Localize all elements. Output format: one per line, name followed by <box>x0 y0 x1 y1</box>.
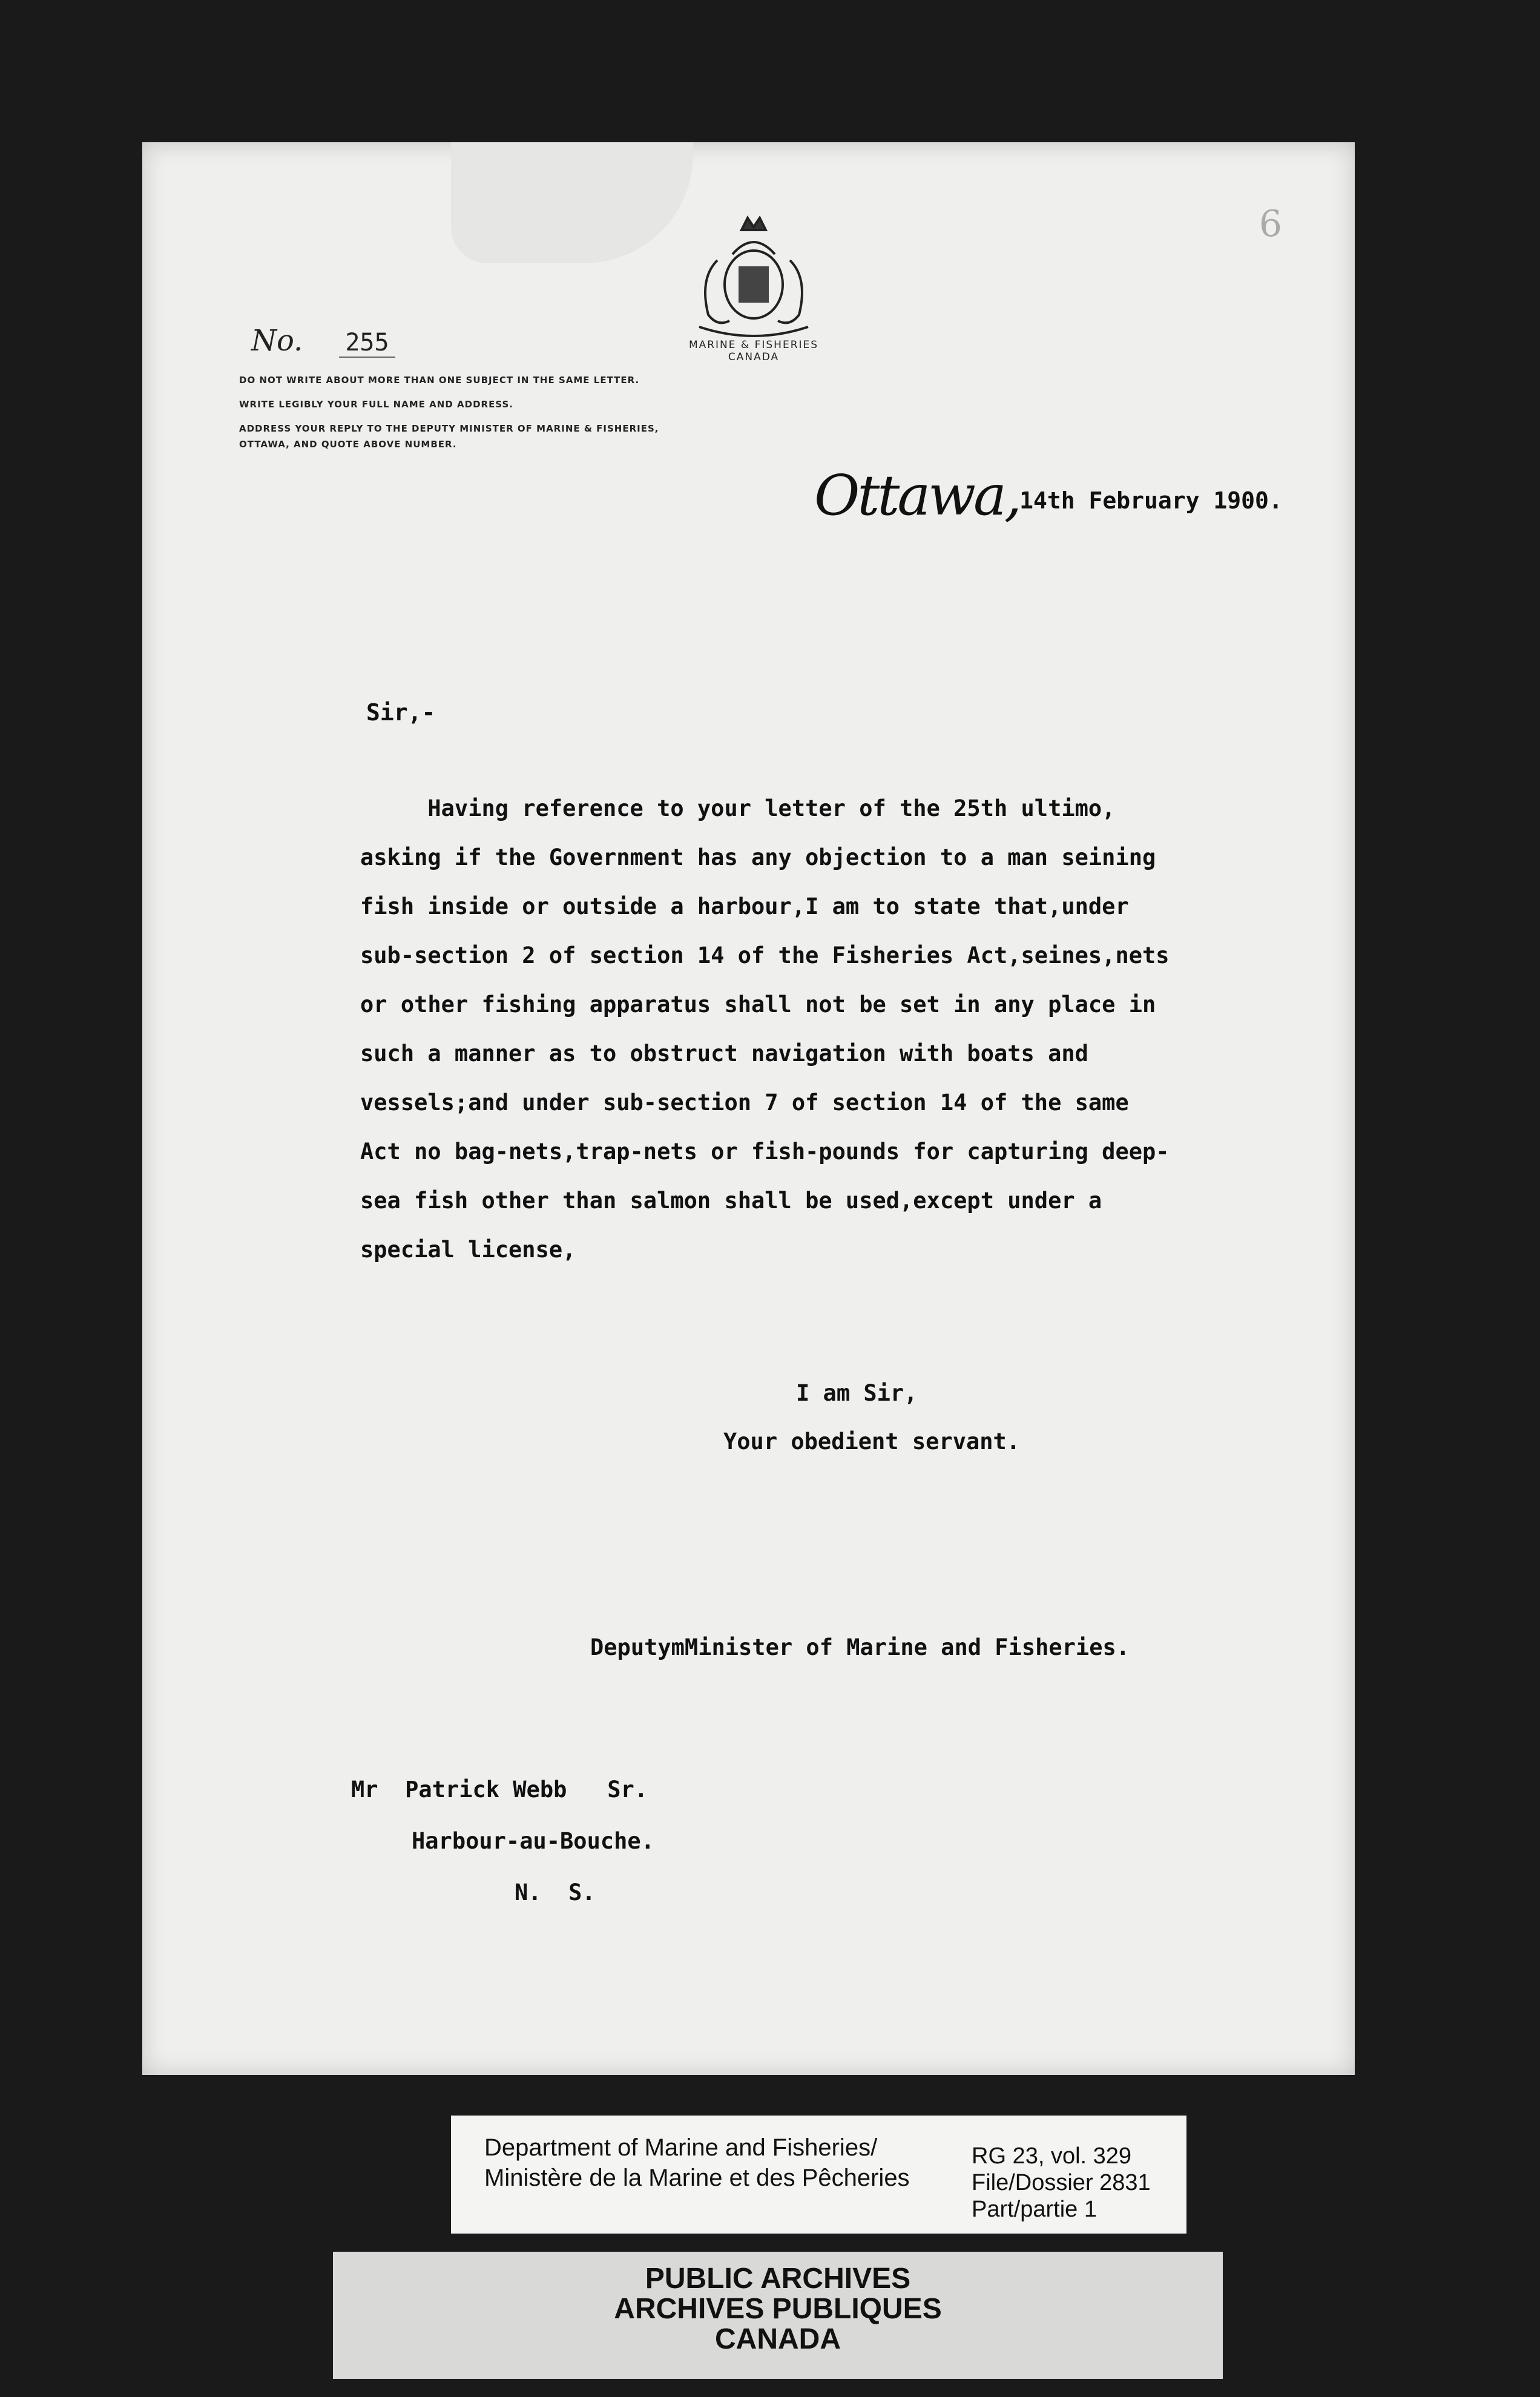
closing-line-2: Your obedient servant. <box>723 1429 1021 1455</box>
record-group: RG 23, vol. 329 <box>972 2143 1132 2169</box>
salutation: Sir,- <box>366 699 436 726</box>
archives-stamp: PUBLIC ARCHIVES ARCHIVES PUBLIQUES CANADA <box>333 2252 1223 2379</box>
archive-label <box>451 2116 1186 2234</box>
place-date: Ottawa,14th February 1900. <box>814 463 1283 528</box>
page-mark: 6 <box>1259 203 1282 245</box>
addressee-province: N. S. <box>515 1879 596 1905</box>
royal-crest-icon <box>675 206 832 345</box>
letter-sheet <box>142 142 1355 2075</box>
part-number: Part/partie 1 <box>972 2197 1097 2222</box>
letterhead-instructions: DO NOT WRITE ABOUT MORE THAN ONE SUBJECT IN THE SAME LETTER. WRITE LEGIBLY YOUR FULL NAME AND ADDRESS. ADDRESS YOUR REPLY TO THE DEPUTY MINISTER OF MARINE & FISHERIES, OTTAWA, AND QUOTE ABOVE NUMBER. <box>239 375 659 450</box>
dept-french: Ministère de la Marine et des Pêcheries <box>484 2165 910 2191</box>
addressee-place: Harbour-au-Bouche. <box>412 1828 654 1854</box>
closing-line-1: I am Sir, <box>796 1380 918 1406</box>
dept-english: Department of Marine and Fisheries/ <box>484 2134 878 2161</box>
reference-number: No. 255 <box>251 324 395 358</box>
signature-line: DeputymMinister of Marine and Fisheries. <box>590 1634 1130 1660</box>
addressee-name: Mr Patrick Webb Sr. <box>351 1777 648 1803</box>
paper-tear <box>451 142 693 263</box>
crest-caption: MARINE & FISHERIES CANADA <box>688 339 819 363</box>
letter-body: Having reference to your letter of the 25th ultimo, asking if the Government has any objection to a man seining fish inside or outside a harbour,I am to state that,under sub-section 2 of section 14 of the Fisheries Act,seines,nets or other fishing apparatus shall not be set in any place in such a manner as to obstruct navigation with boats and vessels;and under sub-section 7 of section 14 of the same Act no bag-nets,trap-nets or fish-pounds for capturing deep- sea fish other than salmon shall be used,except under a special license, <box>360 795 1170 1263</box>
file-number: File/Dossier 2831 <box>972 2170 1151 2195</box>
